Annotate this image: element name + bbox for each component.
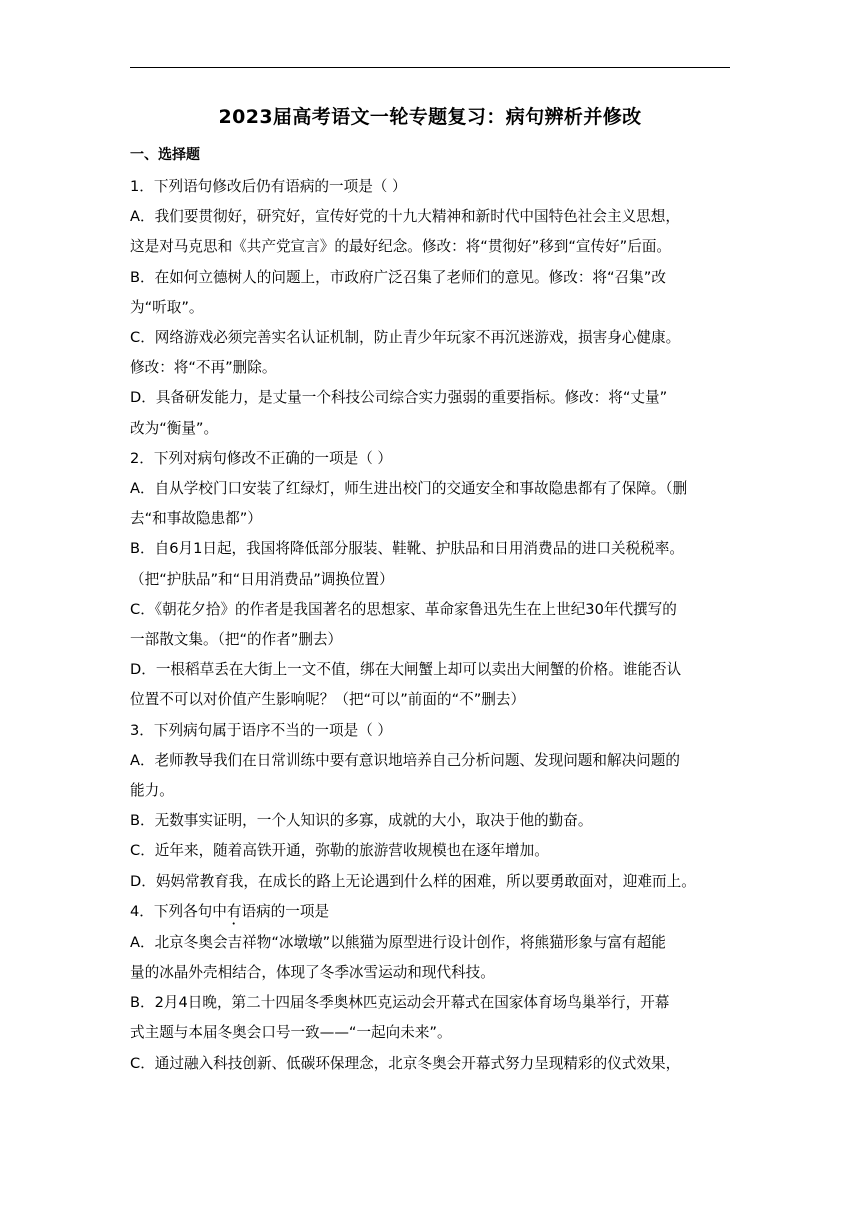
text-line: 量的冰晶外壳相结合，体现了冬季冰雪运动和现代科技。 bbox=[130, 964, 495, 982]
page-title: 2023届高考语文一轮专题复习：病句辨析并修改 bbox=[218, 106, 642, 128]
text-line: 式主题与本届冬奥会口号一致——“一起向未来”。 bbox=[130, 1024, 452, 1042]
text-line: C．《朝花夕拾》的作者是我国著名的思想家、革命家鲁迅先生在上世纪30年代撰写的 bbox=[130, 600, 677, 618]
section-heading: 一、选择题 bbox=[130, 147, 200, 163]
text-line: 为“听取”。 bbox=[130, 298, 204, 316]
text-line: D．一根稻草丢在大街上一文不值，绑在大闸蟹上却可以卖出大闸蟹的价格。谁能否认 bbox=[130, 661, 682, 679]
text-line: A．老师教导我们在日常训练中要有意识地培养自己分析问题、发现问题和解决问题的 bbox=[130, 751, 680, 769]
q4-stem-end: 语病的一项是 bbox=[241, 902, 330, 920]
q4-emphasis-char: 有 bbox=[226, 902, 242, 920]
header-rule bbox=[130, 67, 730, 68]
text-line: C．通过融入科技创新、低碳环保理念，北京冬奥会开幕式努力呈现精彩的仪式效果， bbox=[130, 1054, 681, 1072]
text-line: B．2月4日晚，第二十四届冬季奥林匹克运动会开幕式在国家体育场鸟巢举行，开幕 bbox=[130, 994, 670, 1012]
q4-stem-start: 4．下列各句中 bbox=[130, 902, 227, 920]
text-line: 1．下列语句修改后仍有语病的一项是（ ） bbox=[130, 178, 407, 195]
text-line: 去“和事故隐患都”） bbox=[130, 510, 262, 528]
text-line: C．网络游戏必须完善实名认证机制，防止青少年玩家不再沉迷游戏，损害身心健康。 bbox=[130, 329, 681, 347]
text-line: 一部散文集。（把“的作者”删去） bbox=[130, 631, 343, 649]
text-line: A．北京冬奥会吉祥物“冰墩墩”以熊猫为原型进行设计创作，将熊猫形象与富有超能 bbox=[130, 933, 666, 951]
text-line: A．自从学校门口安装了红绿灯，师生进出校门的交通安全和事故隐患都有了保障。（删 bbox=[130, 480, 688, 498]
text-line: B．在如何立德树人的问题上，市政府广泛召集了老师们的意见。修改：将“召集”改 bbox=[130, 268, 666, 286]
text-line: 这是对马克思和《共产党宣言》的最好纪念。修改：将“贯彻好”移到“宣传好”后面。 bbox=[130, 238, 672, 256]
text-line: 2．下列对病句修改不正确的一项是（ ） bbox=[130, 449, 393, 467]
text-line: 3．下列病句属于语序不当的一项是（ ） bbox=[130, 721, 393, 739]
question-4-stem bbox=[130, 897, 734, 928]
text-line: D．具备研发能力，是丈量一个科技公司综合实力强弱的重要指标。修改：将“丈量” bbox=[130, 389, 668, 407]
text-line: B．自6月1日起，我国将降低部分服装、鞋靴、护肤品和日用消费品的进口关税税率。 bbox=[130, 540, 684, 558]
text-line: D．妈妈常教育我，在成长的路上无论遇到什么样的困难，所以要勇敢面对，迎难而上。 bbox=[130, 872, 696, 890]
text-line: 能力。 bbox=[130, 782, 174, 800]
text-line: 位置不可以对价值产生影响呢？（把“可以”前面的“不”删去） bbox=[130, 691, 526, 709]
text-line: 改为“衡量”。 bbox=[130, 419, 219, 437]
text-line: C．近年来，随着高铁开通，弥勒的旅游营收规模也在逐年增加。 bbox=[130, 842, 549, 860]
text-line: B．无数事实证明，一个人知识的多寡，成就的大小，取决于他的勤奋。 bbox=[130, 812, 593, 830]
text-line: 修改：将“不再”删除。 bbox=[130, 359, 277, 377]
text-line: A．我们要贯彻好，研究好，宣传好党的十九大精神和新时代中国特色社会主义思想， bbox=[130, 208, 680, 226]
text-line: （把“护肤品”和“日用消费品”调换位置） bbox=[130, 570, 394, 588]
question-list bbox=[130, 172, 734, 1079]
